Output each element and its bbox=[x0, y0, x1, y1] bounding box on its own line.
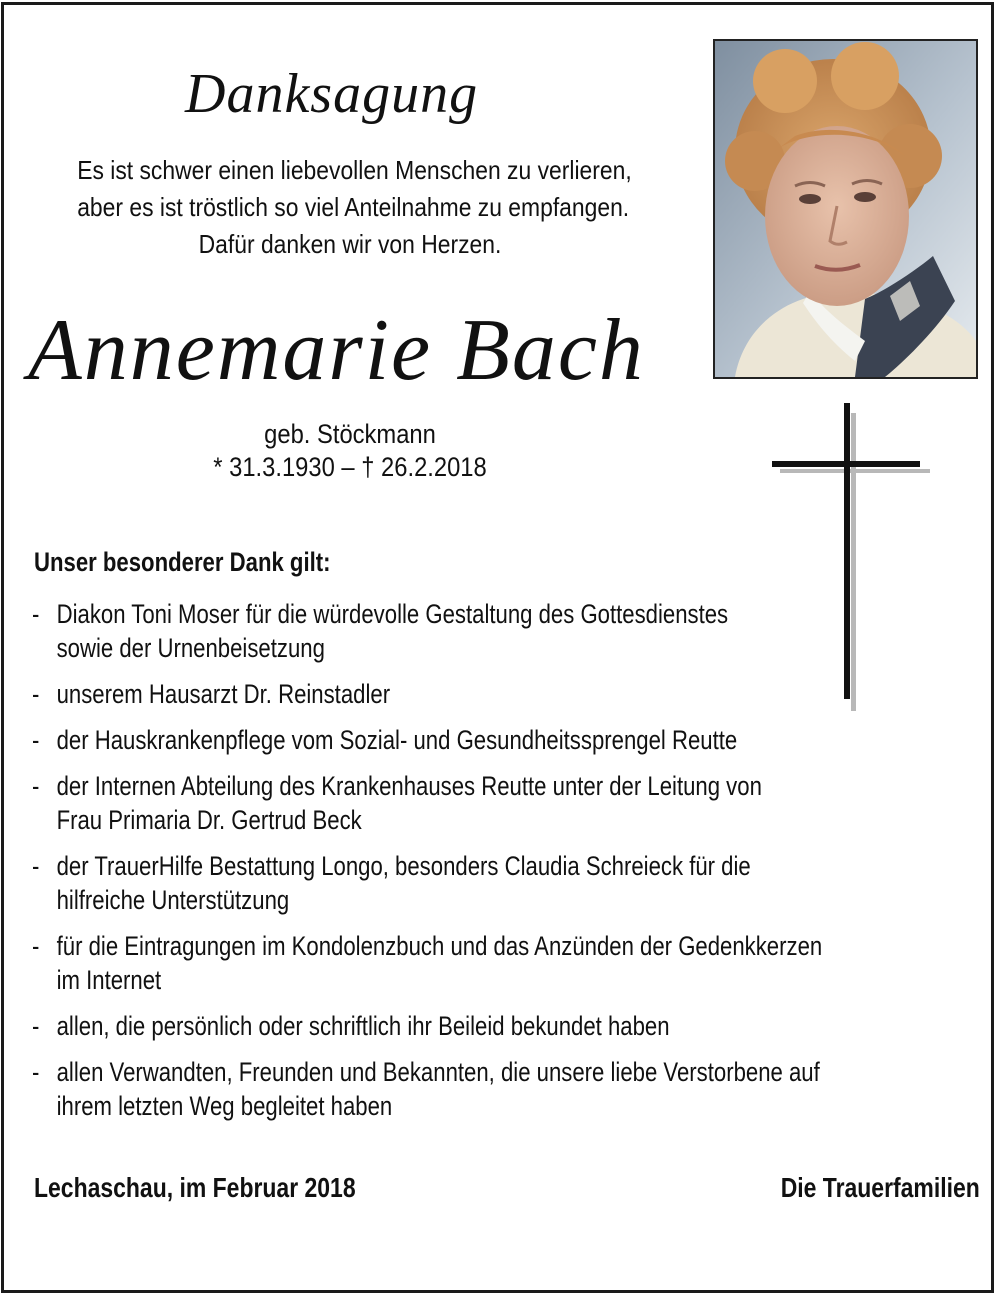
list-item bbox=[32, 677, 959, 711]
list-item-line: - der Hauskrankenpflege vom Sozial- und Gesundheitssprengel Reutte bbox=[56, 725, 738, 755]
portrait-photo bbox=[713, 39, 978, 379]
notice-title: Danksagung bbox=[185, 63, 479, 125]
life-dates: * 31.3.1930 – † 26.2.2018 bbox=[213, 452, 487, 482]
intro-line: Dafür danken wir von Herzen. bbox=[198, 229, 502, 259]
list-item-line: - der TrauerHilfe Bestattung Longo, besonders Claudia Schreieck für die bbox=[56, 851, 751, 881]
list-item-line: Frau Primaria Dr. Gertrud Beck bbox=[56, 805, 362, 835]
maiden-name: geb. Stöckmann bbox=[264, 419, 436, 449]
intro-text bbox=[77, 152, 632, 263]
thanks-list bbox=[32, 597, 959, 1135]
list-item-line: - Diakon Toni Moser für die würdevolle Gestaltung des Gottesdienstes bbox=[56, 599, 729, 629]
place-date: Lechaschau, im Februar 2018 bbox=[34, 1172, 356, 1203]
list-item-line: im Internet bbox=[56, 965, 162, 995]
deceased-name: Annemarie Bach bbox=[28, 302, 645, 399]
list-item-line: - für die Eintragungen im Kondolenzbuch und das Anzünden der Gedenkkerzen bbox=[56, 931, 823, 961]
list-item-line: ihrem letzten Weg begleitet haben bbox=[56, 1091, 393, 1121]
list-item-line: - unserem Hausarzt Dr. Reinstadler bbox=[56, 679, 391, 709]
signature: Die Trauerfamilien bbox=[780, 1172, 980, 1203]
list-item-line: - der Internen Abteilung des Krankenhauses Reutte unter der Leitung von bbox=[56, 771, 762, 801]
list-item bbox=[32, 769, 959, 837]
thanks-heading: Unser besonderer Dank gilt: bbox=[34, 547, 331, 577]
life-dates-block bbox=[174, 418, 526, 484]
intro-line: aber es ist tröstlich so viel Anteilnahme zu empfangen. bbox=[77, 192, 630, 222]
list-item-line: - allen Verwandten, Freunden und Bekannten, die unsere liebe Verstorbene auf bbox=[56, 1057, 820, 1087]
list-item bbox=[32, 1009, 959, 1043]
list-item bbox=[32, 597, 959, 665]
list-item-line: - allen, die persönlich oder schriftlich ihr Beileid bekundet haben bbox=[56, 1011, 670, 1041]
list-item-line: hilfreiche Unterstützung bbox=[56, 885, 290, 915]
intro-line: Es ist schwer einen liebevollen Menschen zu verlieren, bbox=[77, 155, 632, 185]
list-item bbox=[32, 849, 959, 917]
list-item-line: sowie der Urnenbeisetzung bbox=[56, 633, 325, 663]
list-item bbox=[32, 723, 959, 757]
list-item bbox=[32, 1055, 959, 1123]
list-item bbox=[32, 929, 959, 997]
